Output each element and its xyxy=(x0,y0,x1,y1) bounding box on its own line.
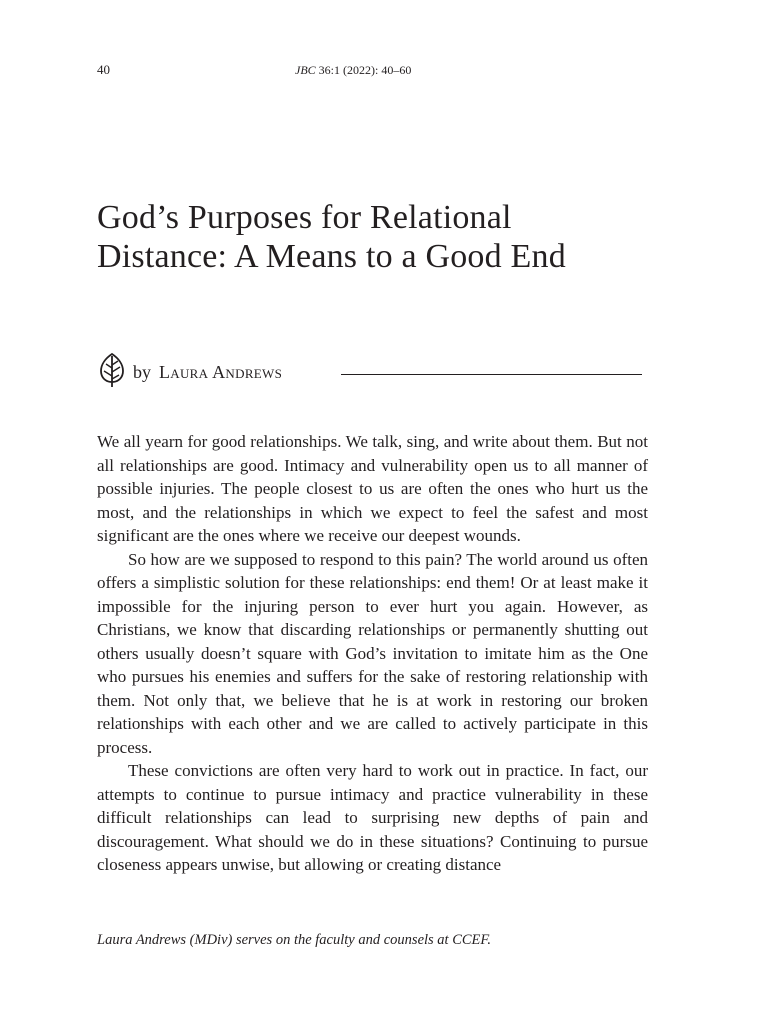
running-header xyxy=(295,63,411,78)
byline xyxy=(97,352,642,392)
byline-prefix: by xyxy=(133,362,151,382)
journal-citation: 36:1 (2022): 40–60 xyxy=(315,63,412,77)
journal-abbreviation: JBC xyxy=(295,63,316,77)
author-name: Laura Andrews xyxy=(159,362,283,382)
body-paragraph-1: We all yearn for good relationships. We talk, sing, and write about them. But not all relationships are good. Intimacy and vulnerability open us to all manner of possible injuries. The people closest to us are often the ones who hurt us the most, and the relationships in which we expect to feel the safest and most significant are the ones where we receive our deepest wounds. xyxy=(97,432,648,545)
article-title xyxy=(97,198,697,276)
title-line-2: Distance: A Means to a Good End xyxy=(97,238,566,275)
author-footnote: Laura Andrews (MDiv) serves on the faculty and counsels at CCEF. xyxy=(97,932,492,948)
title-line-1: God’s Purposes for Relational xyxy=(97,199,512,236)
page-number: 40 xyxy=(97,62,110,77)
body-paragraph-2: So how are we supposed to respond to this pain? The world around us often offers a simplistic solution for these relationships: end them! Or at least make it impossible for the injuring person to ever hurt you again. However, as Christians, we know that discarding relationships or permanently shutting out others usually doesn’t square with God’s invitation to imitate him as the One who pursues his enemies and suffers for the sake of restoring relationship with them. Not only that, we believe that he is at work in restoring our broken relationships with each other and we are called to actively participate in this process. xyxy=(97,549,648,757)
byline-rule xyxy=(341,374,642,375)
body-paragraph-3: These convictions are often very hard to work out in practice. In fact, our attempts to continue to pursue intimacy and practice vulnerability in these difficult relationships can lead to surprising new depths of pain and discouragement. What should we do in these situations? Continuing to pursue closeness appears unwise, but allowing or creating distance xyxy=(97,761,648,874)
article-body xyxy=(97,430,648,877)
leaf-icon xyxy=(97,352,127,388)
